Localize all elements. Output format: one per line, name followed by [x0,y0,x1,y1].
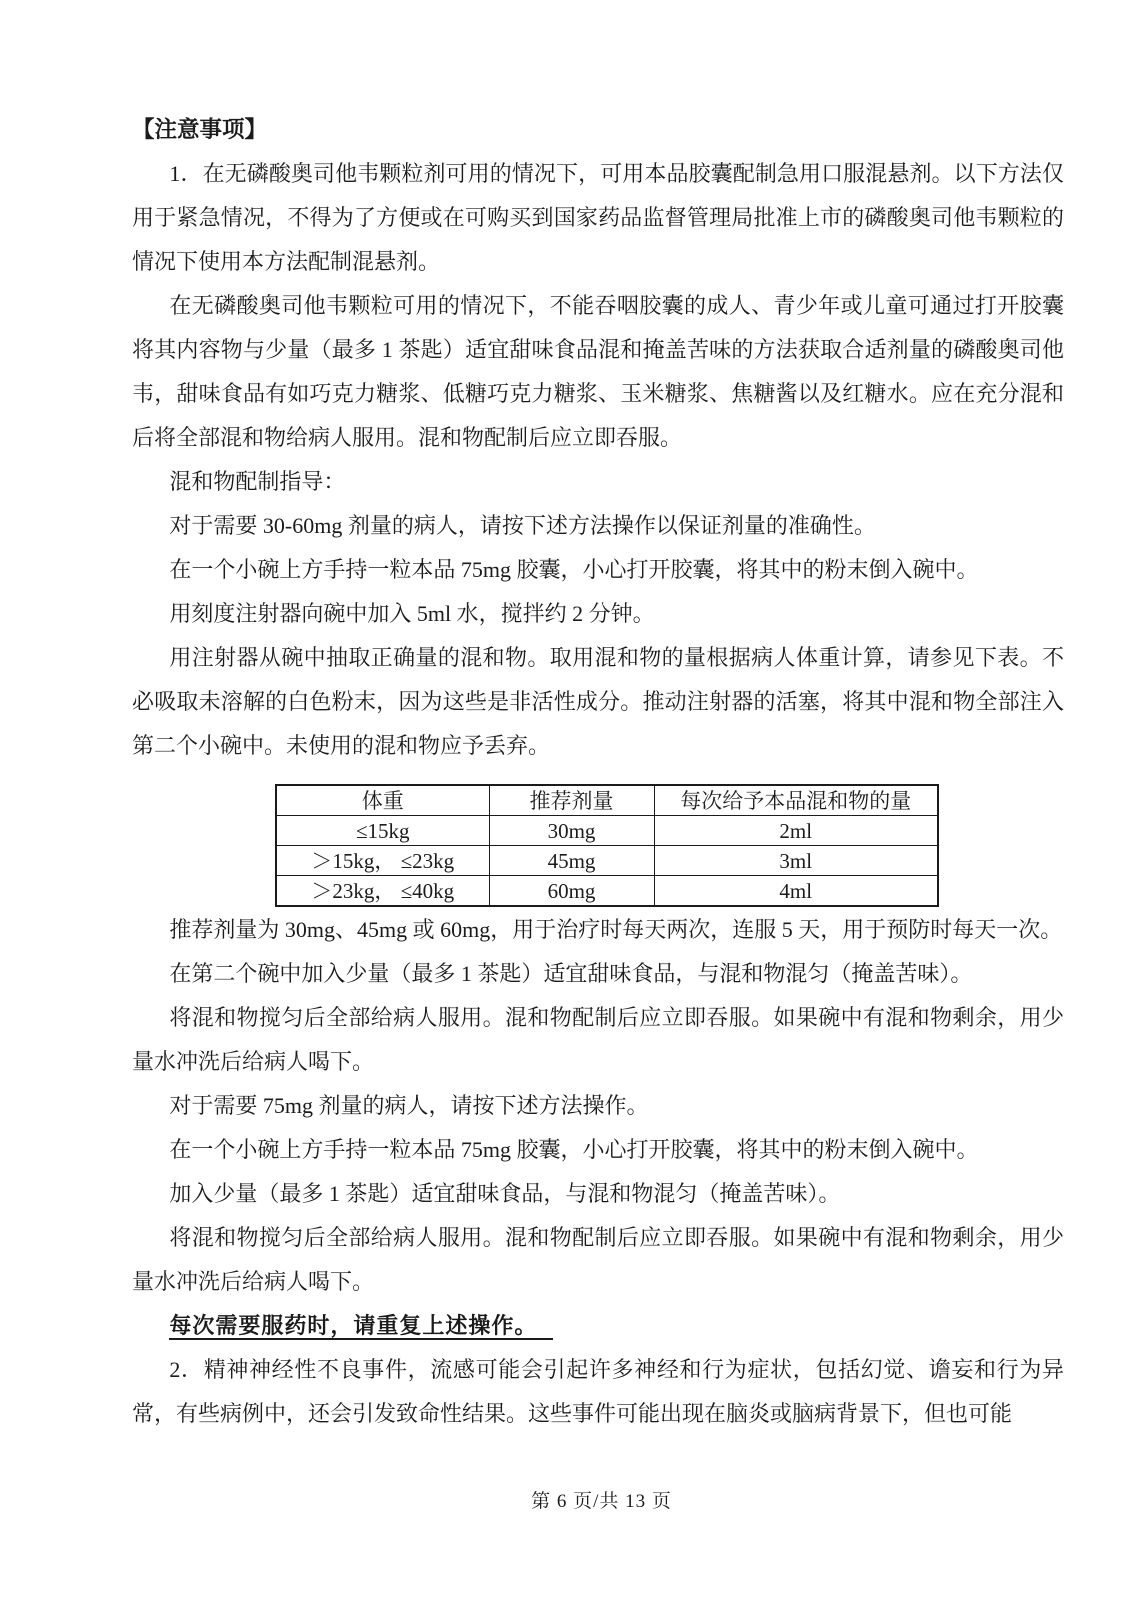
para-serve-mixture-1: 将混和物搅匀后全部给病人服用。混和物配制后应立即吞服。如果碗中有混和物剩余，用少量水冲洗后给病人喝下。 [132,1005,1064,1074]
table-row [276,846,938,876]
table-cell-dose: 30mg [489,816,654,846]
table-row [276,816,938,846]
table-cell-dose: 45mg [489,846,654,876]
para-hold-capsule-1: 在一个小碗上方手持一粒本品 75mg 胶囊，小心打开胶囊，将其中的粉末倒入碗中。 [169,557,979,582]
table-cell-amount: 2ml [654,816,938,846]
para-capsule-open-method: 在无磷酸奥司他韦颗粒可用的情况下，不能吞咽胶囊的成人、青少年或儿童可通过打开胶囊将其内容物与少量（最多 1 茶匙）适宜甜味食品混和掩盖苦味的方法获取合适剂量的磷酸奥司他韦，甜味食品有如巧克力糖浆、低糖巧克力糖浆、玉米糖浆、焦糖酱以及红糖水。应在充分混和后将全部混和物给病人服用。混和物配制后应立即吞服。 [132,293,1064,450]
precautions-section [132,108,1064,1436]
table-cell-weight: ≤15kg [276,816,489,846]
para-syringe-extract: 用注射器从碗中抽取正确量的混和物。取用混和物的量根据病人体重计算，请参见下表。不必吸取未溶解的白色粉末，因为这些是非活性成分。推动注射器的活塞，将其中混和物全部注入第二个小碗中。未使用的混和物应予丢弃。 [132,645,1064,758]
table-header-mixture-amount: 每次给予本品混和物的量 [654,785,938,816]
table-cell-amount: 4ml [654,876,938,907]
repeat-instruction-text: 每次需要服药时，请重复上述操作。 [169,1313,553,1340]
para-add-water: 用刻度注射器向碗中加入 5ml 水，搅拌约 2 分钟。 [169,601,655,626]
para-serve-mixture-2: 将混和物搅匀后全部给病人服用。混和物配制后应立即吞服。如果碗中有混和物剩余，用少量水冲洗后给病人喝下。 [132,1225,1064,1294]
para-add-sweet-food: 加入少量（最多 1 茶匙）适宜甜味食品，与混和物混匀（掩盖苦味）。 [169,1181,841,1206]
table-row [276,876,938,907]
para-repeat-instruction [132,1304,1064,1348]
table-header-weight: 体重 [276,785,489,816]
table-header-recommended-dose: 推荐剂量 [489,785,654,816]
dosage-table [275,784,939,907]
para-mixture-guide-heading: 混和物配制指导： [169,469,346,494]
para-second-bowl: 在第二个碗中加入少量（最多 1 茶匙）适宜甜味食品，与混和物混匀（掩盖苦味）。 [169,961,973,986]
section-title: 【注意事项】 [132,117,268,142]
para-recommended-dose: 推荐剂量为 30mg、45mg 或 60mg，用于治疗时每天两次，连服 5 天，用于预防时每天一次。 [169,917,1063,942]
para-dose-75: 对于需要 75mg 剂量的病人，请按下述方法操作。 [169,1093,649,1118]
table-cell-dose: 60mg [489,876,654,907]
table-cell-amount: 3ml [654,846,938,876]
para-emergency-suspension: 1．在无磷酸奥司他韦颗粒剂可用的情况下，可用本品胶囊配制急用口服混悬剂。以下方法仅用于紧急情况，不得为了方便或在可购买到国家药品监督管理局批准上市的磷酸奥司他韦颗粒的情况下使用本方法配制混悬剂。 [132,161,1064,274]
table-cell-weight: ＞15kg， ≤23kg [276,846,489,876]
dosage-table-header-row [276,785,938,816]
para-dose-30-60: 对于需要 30-60mg 剂量的病人，请按下述方法操作以保证剂量的准确性。 [169,513,876,538]
para-neuropsychiatric-events: 2．精神神经性不良事件，流感可能会引起许多神经和行为症状，包括幻觉、谵妄和行为异常，有些病例中，还会引发致命性结果。这些事件可能出现在脑炎或脑病背景下，但也可能 [132,1357,1064,1426]
para-hold-capsule-2: 在一个小碗上方手持一粒本品 75mg 胶囊，小心打开胶囊，将其中的粉末倒入碗中。 [169,1137,979,1162]
table-cell-weight: ＞23kg， ≤40kg [276,876,489,907]
page-number: 第 6 页/共 13 页 [531,1491,672,1512]
